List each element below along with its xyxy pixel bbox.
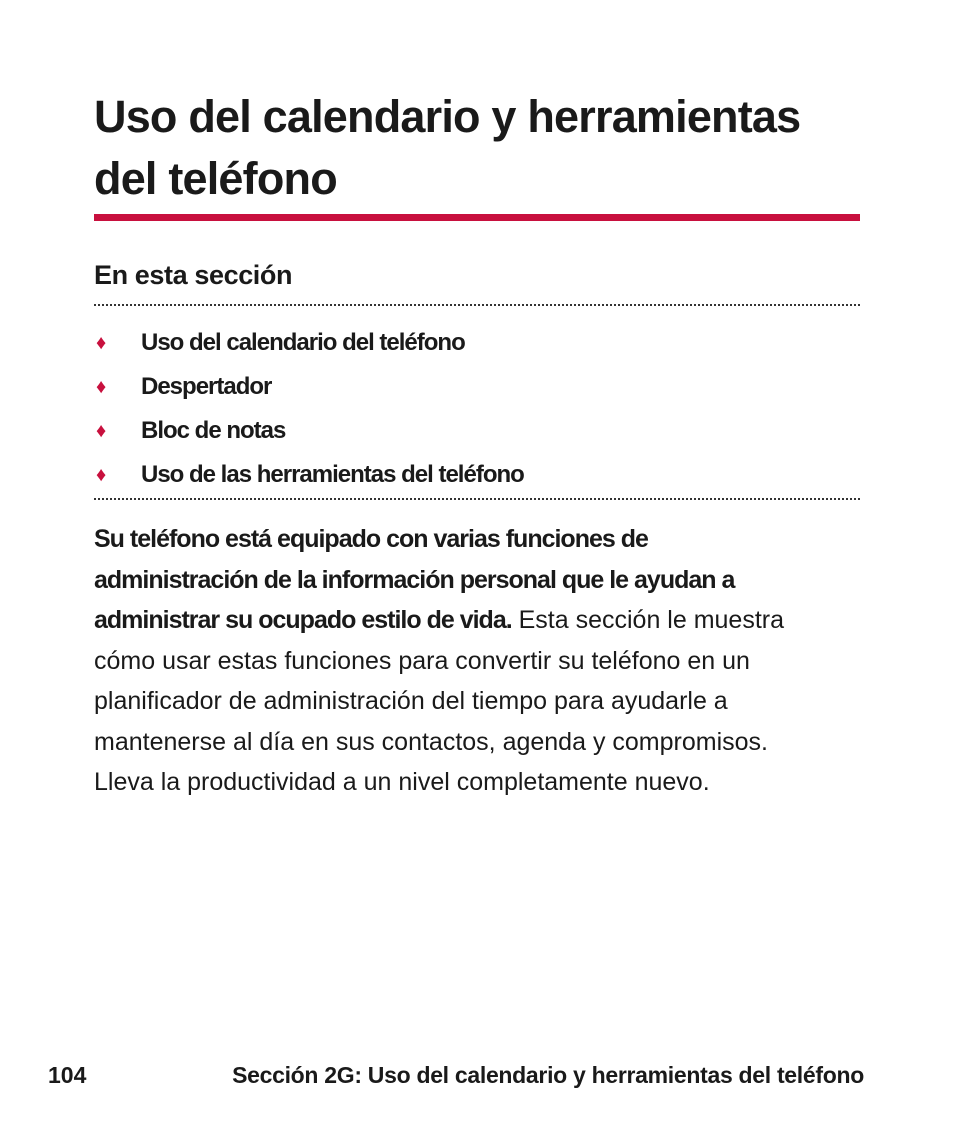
diamond-icon: ♦ [96,463,107,486]
diamond-icon: ♦ [96,375,107,398]
dotted-divider-top [94,304,860,306]
dotted-divider-bottom [94,498,860,500]
diamond-icon: ♦ [96,331,107,354]
title-rule [94,214,860,221]
diamond-icon: ♦ [96,419,107,442]
page-footer [0,1062,954,1096]
list-item-label: Bloc de notas [141,417,286,444]
list-item [94,365,524,409]
running-footer-title: Sección 2G: Uso del calendario y herramientas del teléfono [232,1062,864,1088]
intro-body-text: Esta sección le muestra cómo usar estas funciones para convertir su teléfono en un planificador de administración del tiempo para ayudarle a mantenerse al día en sus contactos, agenda y compromisos. Lleva la productividad a un nivel completamente nuevo. [94,606,785,796]
list-item [94,321,524,365]
list-item-label: Uso de las herramientas del teléfono [141,461,524,488]
intro-lead-sentence: Su teléfono está equipado con varias funciones de administración de la información personal que le ayudan a administrar su ocupado estilo de vida. [94,525,735,634]
list-item [94,453,524,497]
section-contents-list [94,321,524,497]
page-title: Uso del calendario y herramientas del teléfono [94,91,801,204]
section-heading: En esta sección [94,260,293,290]
list-item-label: Despertador [141,373,272,400]
page-number: 104 [48,1062,87,1088]
list-item-label: Uso del calendario del teléfono [141,329,465,356]
intro-paragraph [94,519,804,803]
list-item [94,409,524,453]
